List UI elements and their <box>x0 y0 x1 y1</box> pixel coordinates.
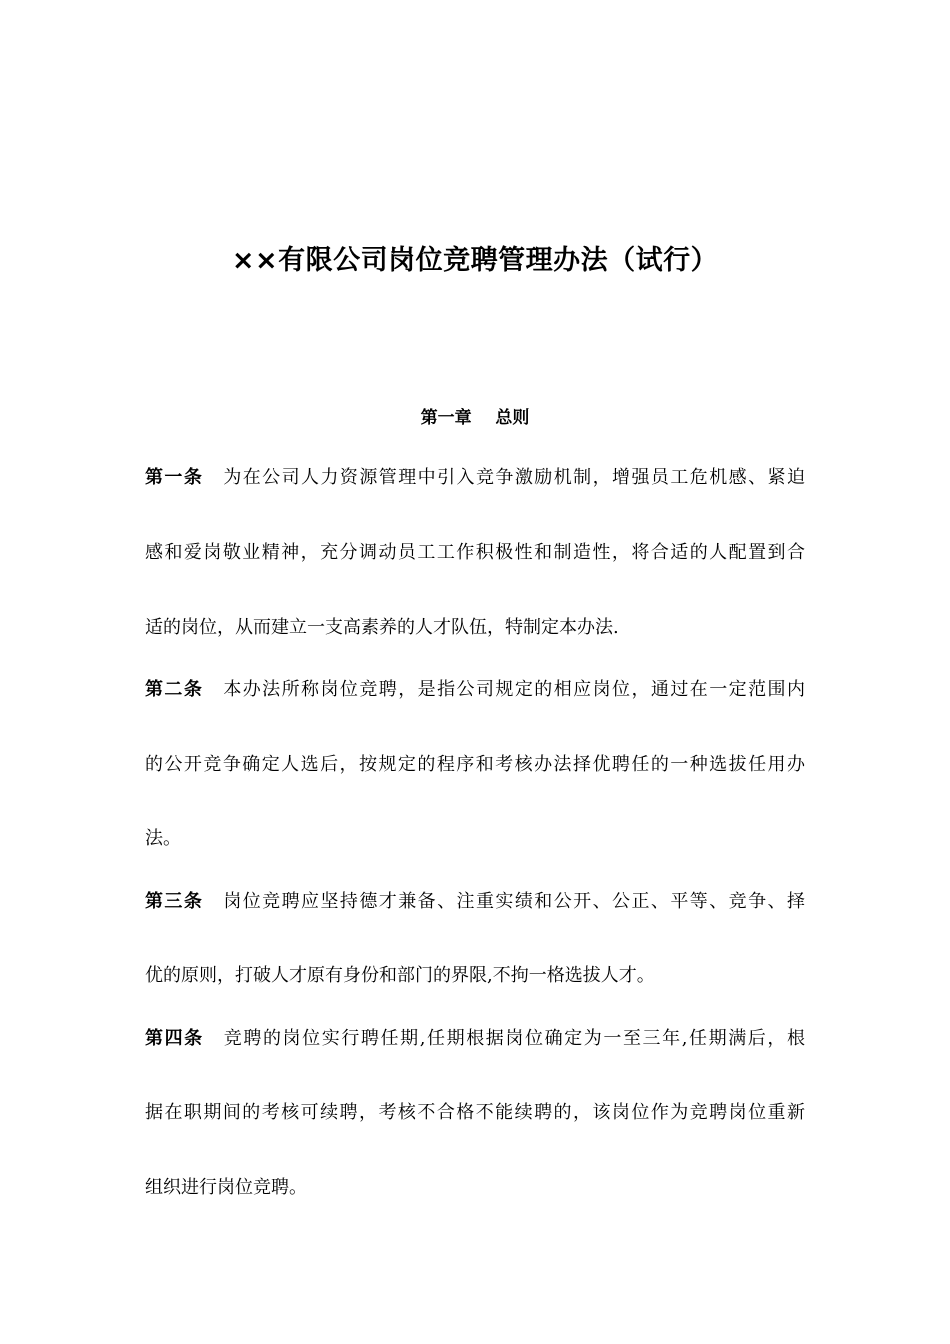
article-2-text-1: 本办法所称岗位竞聘，是指公司规定的相应岗位，通过在一定范围内 <box>223 679 805 700</box>
article-3-line-1 <box>145 890 805 914</box>
article-1-label: 第一条 <box>145 467 204 488</box>
chapter-heading: 第一章 总则 <box>420 408 530 428</box>
article-3-line-2 <box>145 964 805 988</box>
article-1-text-3: 适的岗位，从而建立一支高素养的人才队伍，特制定本办法. <box>145 617 619 638</box>
article-3-label: 第三条 <box>145 891 204 912</box>
article-4-text-2: 据在职期间的考核可续聘，考核不合格不能续聘的，该岗位作为竞聘岗位重新 <box>145 1102 805 1123</box>
article-3-text-2: 优的原则，打破人才原有身份和部门的界限,不拘一格选拔人才。 <box>145 965 655 986</box>
article-4-line-3 <box>145 1176 805 1200</box>
article-4-line-2 <box>145 1101 805 1125</box>
document-title: ××有限公司岗位竞聘管理办法（试行） <box>231 245 719 276</box>
article-2-line-2 <box>145 753 805 777</box>
article-1-line-3 <box>145 616 805 640</box>
article-2-line-3 <box>145 827 805 851</box>
article-4-label: 第四条 <box>145 1028 204 1049</box>
article-2-label: 第二条 <box>145 679 204 700</box>
article-1-line-2 <box>145 541 805 565</box>
article-2-line-1 <box>145 678 805 702</box>
article-3-text-1: 岗位竞聘应坚持德才兼备、注重实绩和公开、公正、平等、竞争、择 <box>223 891 805 912</box>
article-4-text-1: 竞聘的岗位实行聘任期,任期根据岗位确定为一至三年,任期满后，根 <box>223 1028 805 1049</box>
article-2-text-3: 法。 <box>145 828 181 849</box>
article-4-line-1 <box>145 1027 805 1051</box>
article-2-text-2: 的公开竞争确定人选后，按规定的程序和考核办法择优聘任的一种选拔任用办 <box>145 754 805 775</box>
article-1-text-1: 为在公司人力资源管理中引入竞争激励机制，增强员工危机感、紧迫 <box>223 467 805 488</box>
article-1-text-2: 感和爱岗敬业精神，充分调动员工工作积极性和制造性，将合适的人配置到合 <box>145 542 805 563</box>
article-4-text-3: 组织进行岗位竞聘。 <box>145 1177 307 1198</box>
article-1-line-1 <box>145 466 805 490</box>
